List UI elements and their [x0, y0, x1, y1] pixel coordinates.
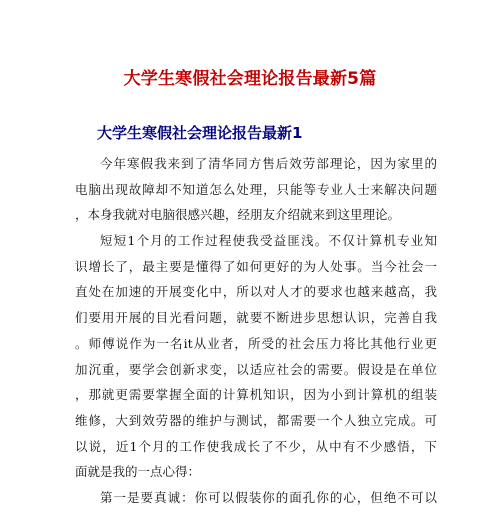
paragraph-line: 今年寒假我来到了清华同方售后效劳部理论，因为家里的 — [100, 156, 437, 171]
paragraph-line: 直处在加速的开展变化中，所以对人才的要求也越来越高，我 — [75, 284, 437, 300]
paragraph-line: 们要用开展的目光看问题，就要不断进步思想认识，完善自我 — [75, 310, 437, 326]
paragraph-line: ，那就更需要掌握全面的计算机知识，因为小到计算机的组装 — [75, 387, 437, 403]
paragraph-line: 。师傅说作为一名it从业者，所受的社会压力将比其他行业更 — [75, 335, 437, 351]
paragraph-line: 识增长了，最主要是懂得了如何更好的为人处事。当今社会一 — [75, 258, 437, 274]
paragraph-line: 短短1个月的工作过程使我受益匪浅。不仅计算机专业知 — [100, 233, 437, 249]
section-heading: 大学生寒假社会理论报告最新1 — [97, 124, 303, 142]
body-text — [75, 151, 437, 511]
document-title: 大学生寒假社会理论报告最新5篇 — [123, 69, 377, 89]
paragraph-line: ，本身我就对电脑很感兴趣，经朋友介绍就来到这里理论。 — [75, 207, 401, 223]
paragraph-line: 面就是我的一点心得： — [75, 464, 201, 480]
paragraph-line: 电脑出现故障却不知道怎么处理，只能等专业人士来解决问题 — [75, 181, 437, 197]
paragraph-line: 第一是要真诚：你可以假装你的面孔你的心，但绝不可以 — [100, 489, 437, 505]
paragraph-line: 维修，大到效劳器的维护与测试，都需要一个人独立完成。可 — [75, 412, 437, 428]
paragraph-line: 以说，近1个月的工作使我成长了不少，从中有不少感悟，下 — [75, 438, 437, 454]
paragraph-line: 加沉重，要学会创新求变，以适应社会的需要。假设是在单位 — [75, 361, 437, 377]
